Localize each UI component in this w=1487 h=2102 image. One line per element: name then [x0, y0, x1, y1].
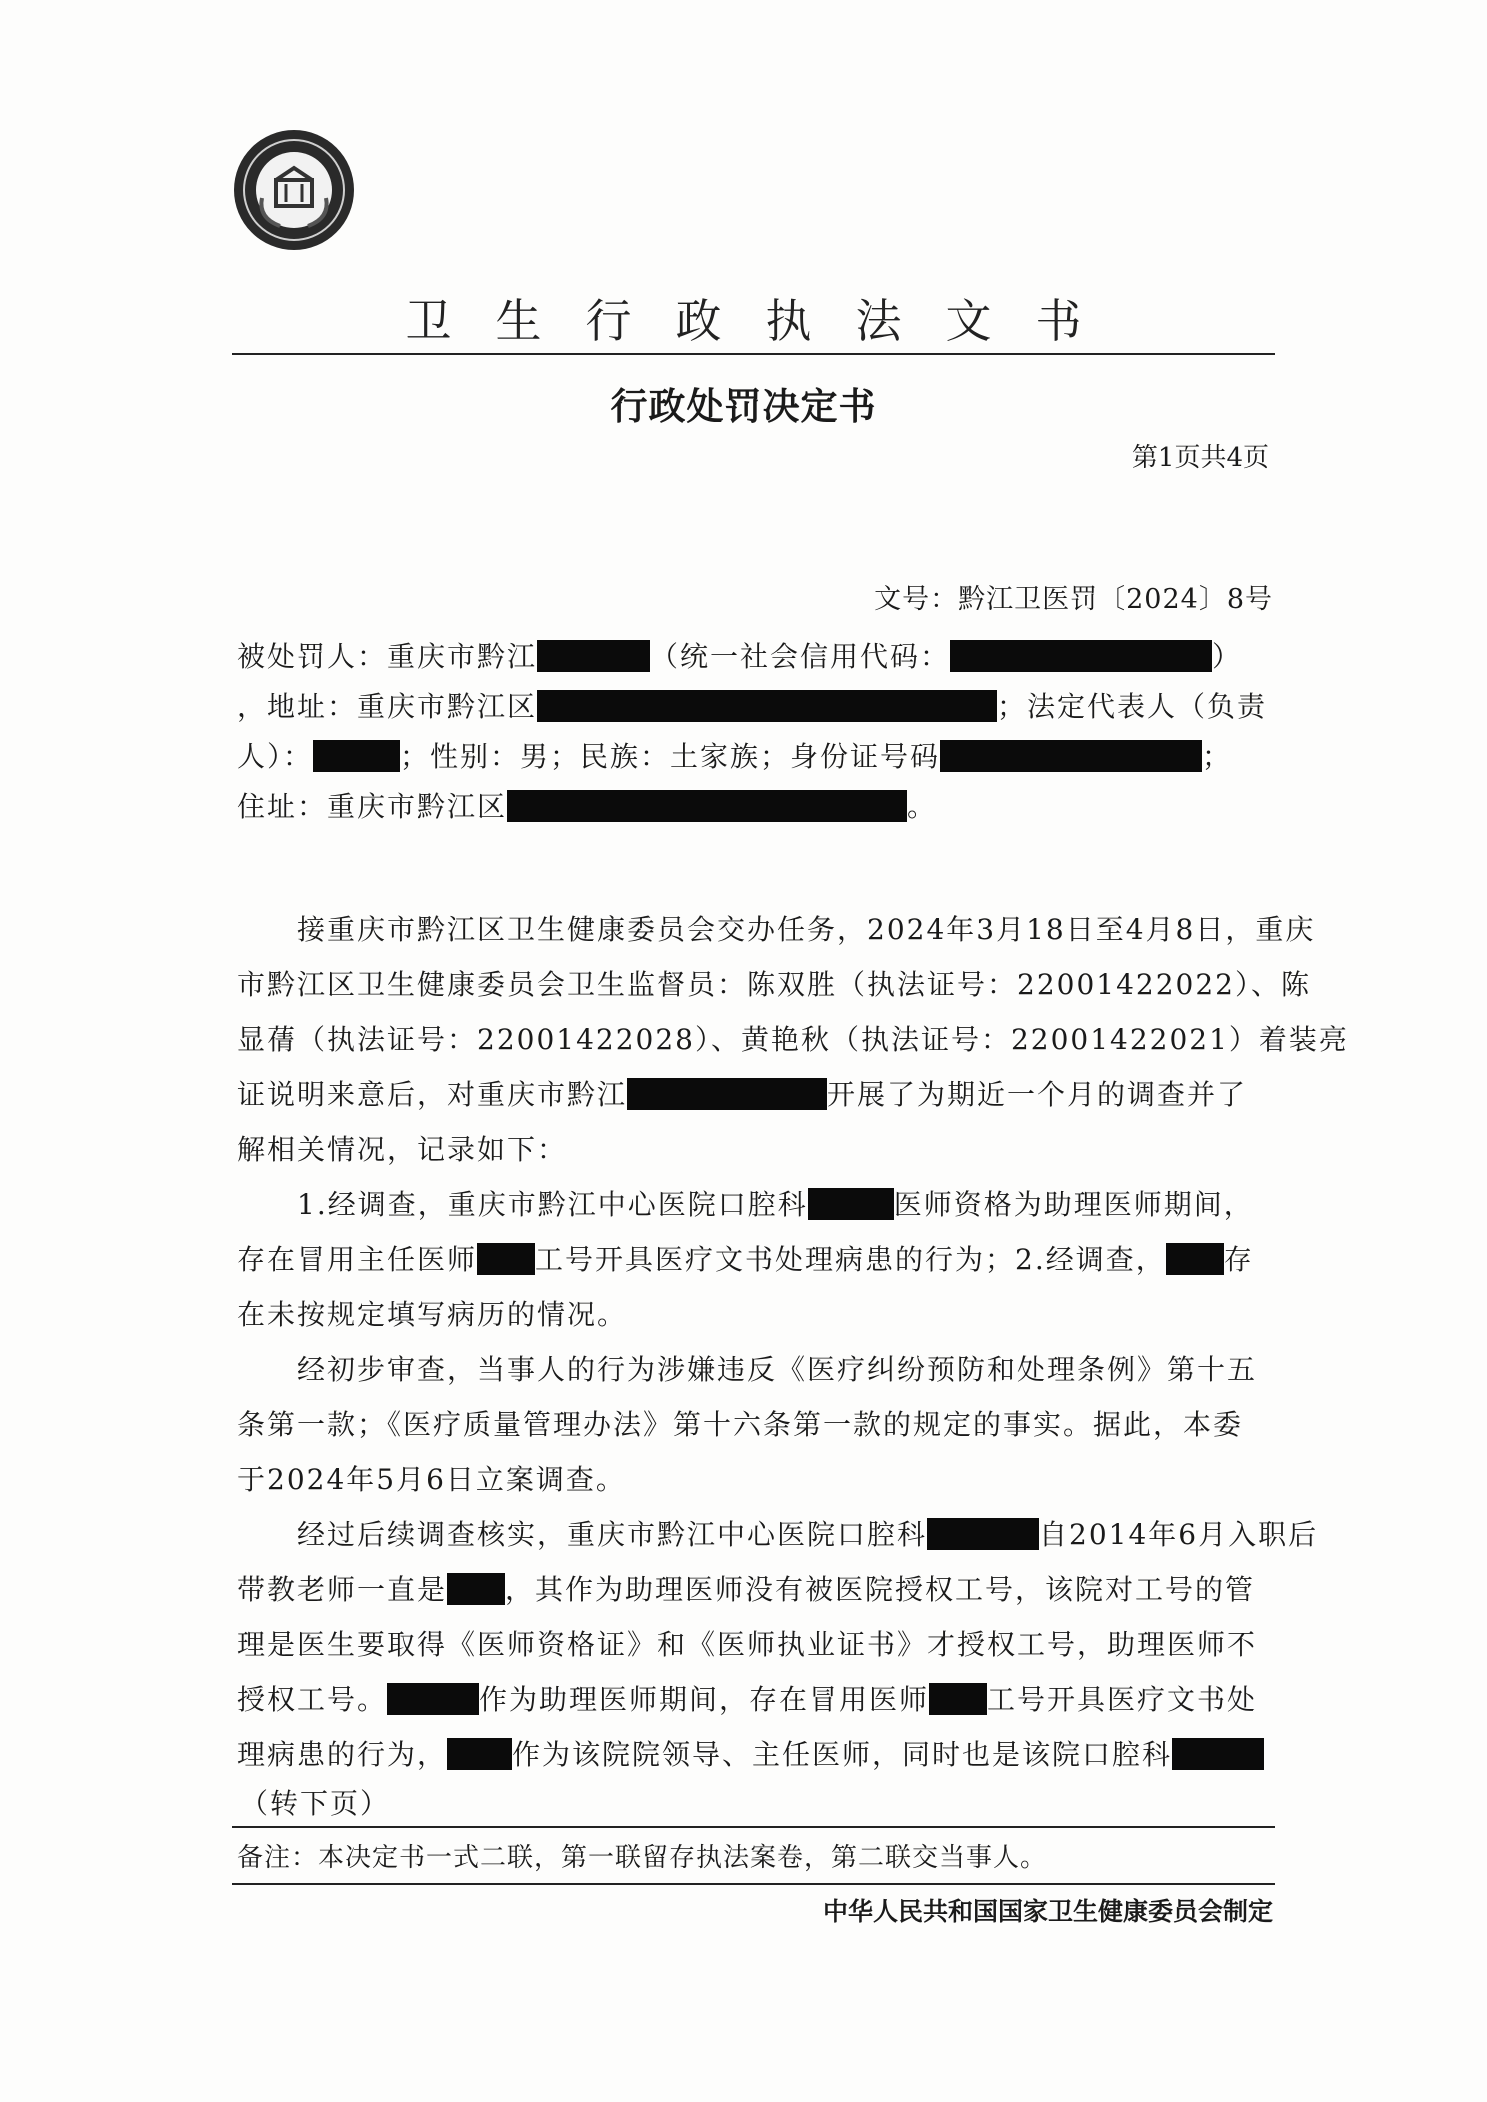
redaction [313, 740, 400, 772]
body-text: 医师资格为助理医师期间， [893, 1188, 1254, 1221]
party-text: 住址：重庆市黔江区 [237, 790, 508, 823]
body-text: 经过后续调查核实，重庆市黔江中心医院口腔科 [297, 1518, 928, 1551]
party-text: ，地址：重庆市黔江区 [237, 690, 538, 723]
party-text: ；性别：男；民族：土家族；身份证号码 [400, 740, 941, 773]
body-line [237, 1733, 1264, 1773]
redaction [477, 1243, 535, 1275]
body-text: 1.经调查，重庆市黔江中心医院口腔科 [297, 1188, 808, 1221]
header-divider [232, 353, 1275, 355]
redaction [537, 640, 650, 672]
body-text: 授权工号。 [237, 1683, 388, 1716]
body-text: 自2014年6月入职后 [1039, 1518, 1319, 1551]
party-line-2 [237, 685, 1267, 725]
body-line [297, 1183, 1254, 1223]
header-title: 卫生行政执法文书 [405, 294, 1126, 348]
body-text: ，其作为助理医师没有被医院授权工号，该院对工号的管 [505, 1573, 1256, 1606]
body-line: 经初步审查，当事人的行为涉嫌违反《医疗纠纷预防和处理条例》第十五 [297, 1353, 1258, 1386]
page-number: 第1页共4页 [1131, 443, 1269, 473]
party-text: 被处罚人：重庆市黔江 [237, 640, 538, 673]
redaction [1166, 1243, 1224, 1275]
redaction [1172, 1738, 1264, 1770]
body-text: 存 [1223, 1243, 1254, 1276]
redaction [387, 1683, 479, 1715]
redaction [808, 1188, 894, 1220]
body-line: 于2024年5月6日立案调查。 [237, 1463, 626, 1496]
continued-note: （转下页） [240, 1787, 391, 1820]
body-line: 在未按规定填写病历的情况。 [237, 1298, 628, 1331]
body-line [297, 1513, 1318, 1553]
body-line [237, 1678, 1257, 1718]
issuer-text: 中华人民共和国国家卫生健康委员会制定 [822, 1897, 1273, 1926]
party-text: ） [1212, 640, 1243, 673]
body-line: 解相关情况，记录如下： [237, 1133, 568, 1166]
body-text: 作为该院院领导、主任医师，同时也是该院口腔科 [512, 1738, 1173, 1771]
redaction [927, 1518, 1039, 1550]
national-emblem-icon [232, 128, 356, 252]
body-line: 理是医生要取得《医师资格证》和《医师执业证书》才授权工号，助理医师不 [237, 1628, 1258, 1661]
body-line [237, 1568, 1255, 1608]
redaction [537, 690, 997, 722]
footer-divider-top [232, 1826, 1275, 1828]
body-line: 显蒨（执法证号：22001422028）、黄艳秋（执法证号：22001422021）着装亮 [237, 1023, 1349, 1056]
party-line-1 [237, 635, 1242, 675]
party-text: 。 [907, 790, 938, 823]
redaction [950, 640, 1212, 672]
body-line [237, 1073, 1247, 1113]
footer-divider-bottom [232, 1883, 1275, 1885]
body-text: 作为助理医师期间，存在冒用医师 [479, 1683, 930, 1716]
body-line [237, 1238, 1254, 1278]
body-text: 证说明来意后，对重庆市黔江 [237, 1078, 628, 1111]
party-line-3 [237, 735, 1232, 775]
party-line-4 [237, 785, 937, 825]
redaction [447, 1573, 505, 1605]
party-text: ； [1202, 740, 1233, 773]
body-text: 理病患的行为， [237, 1738, 448, 1771]
redaction [627, 1078, 827, 1110]
document-number: 文号：黔江卫医罚〔2024〕8号 [874, 584, 1273, 615]
redaction [940, 740, 1202, 772]
party-text: ；法定代表人（负责 [997, 690, 1268, 723]
body-text: 存在冒用主任医师 [237, 1243, 478, 1276]
redaction [929, 1683, 987, 1715]
party-text: 人）： [237, 740, 314, 773]
redaction [447, 1738, 512, 1770]
body-text: 工号开具医疗文书处 [987, 1683, 1258, 1716]
redaction [507, 790, 907, 822]
party-text: （统一社会信用代码： [650, 640, 951, 673]
body-line: 接重庆市黔江区卫生健康委员会交办任务，2024年3月18日至4月8日，重庆 [297, 913, 1316, 946]
body-line: 市黔江区卫生健康委员会卫生监督员：陈双胜（执法证号：22001422022）、陈 [237, 968, 1311, 1001]
document-title: 行政处罚决定书 [610, 385, 877, 428]
remark-text: 备注：本决定书一式二联，第一联留存执法案卷，第二联交当事人。 [237, 1843, 1048, 1873]
body-line: 条第一款；《医疗质量管理办法》第十六条第一款的规定的事实。据此，本委 [237, 1408, 1244, 1441]
body-text: 带教老师一直是 [237, 1573, 448, 1606]
body-text: 开展了为期近一个月的调查并了 [827, 1078, 1248, 1111]
body-text: 工号开具医疗文书处理病患的行为；2.经调查， [535, 1243, 1166, 1276]
